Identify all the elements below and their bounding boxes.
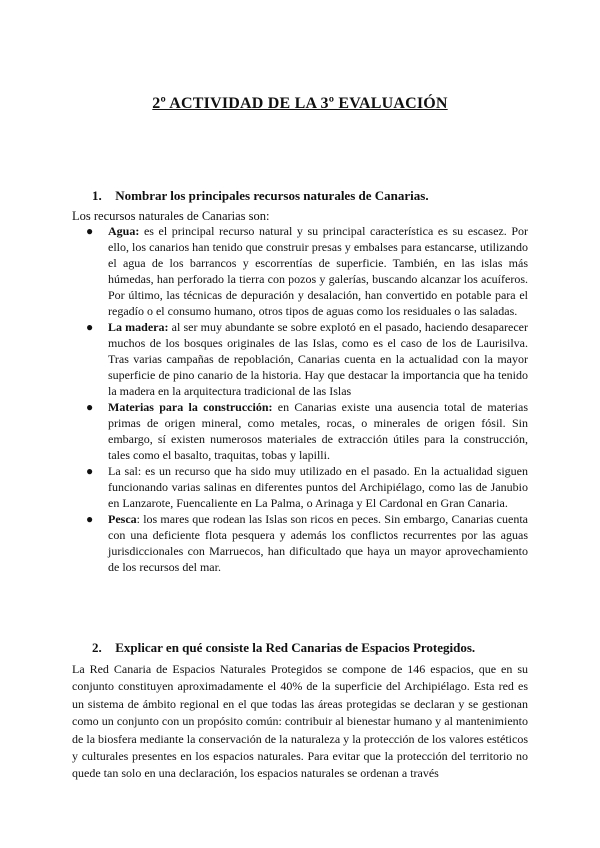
list-item-term: Agua: (108, 224, 140, 238)
document-title: 2º ACTIVIDAD DE LA 3º EVALUACIÓN (152, 95, 448, 112)
bullet-icon: ● (86, 400, 94, 414)
section-1-heading-text: Nombrar los principales recursos naturales de Canarias. (115, 188, 429, 203)
bullet-icon: ● (86, 464, 94, 478)
list-item-text: : los mares que rodean las Islas son ricos en peces. Sin embargo, Canarias cuenta con una deficiente flota pesquera y además los conflictos recurrentes por las aguas jurisdiccionales con Marruecos, han dificultado que haya un mayor aprovechamiento de los recursos del mar. (108, 512, 528, 574)
list-item-term: La madera: (108, 320, 169, 334)
list-item (72, 463, 528, 511)
bullet-icon: ● (86, 320, 94, 334)
section-2-heading-text: Explicar en qué consiste la Red Canarias de Espacios Protegidos. (115, 640, 476, 655)
list-item (72, 399, 528, 463)
bullet-icon: ● (86, 512, 94, 526)
list-item (72, 319, 528, 399)
list-item-text: al ser muy abundante se sobre explotó en el pasado, haciendo desaparecer muchos de los bosques originales de las Islas, como es el caso de los de Laurisilva. Tras varias campañas de repoblación, Canarias cuenta en la actualidad con la mayor superficie de pino canario de la historia. Hay que destacar la importancia que ha tenido la madera en la arquitectura tradicional de las Islas (108, 320, 528, 398)
section-1-intro: Los recursos naturales de Canarias son: (72, 209, 270, 223)
resources-list (72, 223, 528, 575)
list-item (72, 223, 528, 319)
section-2-paragraph: La Red Canaria de Espacios Naturales Protegidos se compone de 146 espacios, que en su conjunto constituyen aproximadamente el 40% de la superficie del Archipiélago. Esta red es un sistema de ámbito regional en el que todas las áreas protegidas se declaran y se gestionan como un conjunto con un propósito común: contribuir al bienestar humano y al mantenimiento de la biosfera mediante la conservación de la naturaleza y la protección de los valores estéticos y culturales presentes en los espacios naturales. Para evitar que la protección del territorio no quede tan solo en una declaración, los espacios naturales se ordenan a través (72, 662, 528, 781)
section-1-heading (92, 188, 429, 204)
list-item-term: Pesca (108, 512, 137, 526)
list-item-text: es el principal recurso natural y su principal característica es su escasez. Por ello, los canarios han tenido que construir presas y embalses para estancarse, utilizando el agua de los barrancos y escorrentías de superficie. También, en las islas más húmedas, han perforado la tierra con pozos y galerías, buscando alcanzar los acuíferos. Por último, las técnicas de depuración y desalación, han convertido en potable para el regadío o el consumo humano, otros tipos de aguas como los residuales o las saladas. (108, 224, 528, 318)
bullet-icon: ● (86, 224, 94, 238)
list-item-text: en Canarias existe una ausencia total de materias primas de origen mineral, como metales, rocas, o minerales de origen fósil. Sin embargo, sí existen numerosos materiales de extracción útiles para la construcción, tales como el basalto, traquitas, tobas y lapilli. (108, 400, 529, 462)
section-1-number: 1. (92, 188, 102, 203)
list-item-term: Materias para la construcción: (108, 400, 273, 414)
section-2-heading (92, 640, 475, 656)
list-item (72, 511, 528, 575)
section-2-number: 2. (92, 640, 102, 655)
list-item-text: La sal: es un recurso que ha sido muy utilizado en el pasado. En la actualidad siguen funcionando varias salinas en diferentes puntos del Archipiélago, como las de Janubio en Lanzarote, Fuencaliente en La Palma, o Arinaga y El Cardonal en Gran Canaria. (108, 464, 528, 510)
